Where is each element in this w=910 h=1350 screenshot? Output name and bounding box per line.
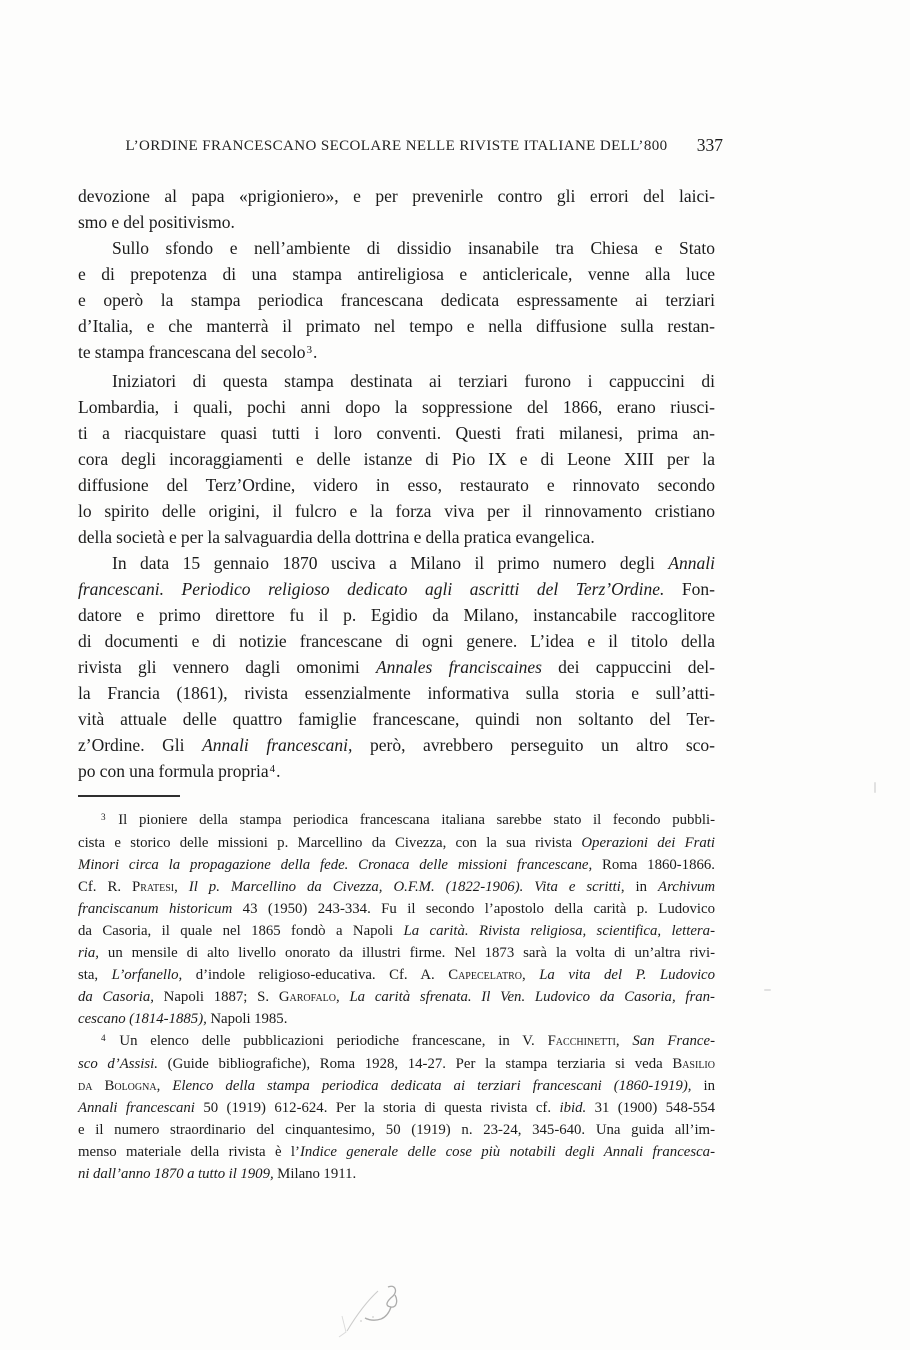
text-segment: Napoli 1887; S.	[153, 989, 279, 1005]
text-segment: e operò la stampa periodica francescana dedicata espressamente ai terziari	[78, 290, 715, 310]
text-segment: Operazioni dei Frati	[581, 835, 715, 851]
text-segment: , in	[620, 879, 659, 895]
text-segment: diffusione del Terz’Ordine, videro in esso, restaurato e rinnovato secondo	[78, 475, 715, 495]
text-segment: da Bologna	[78, 1078, 157, 1094]
header-title: L’ORDINE FRANCESCANO SECOLARE NELLE RIVISTE ITALIANE DELL’800	[125, 138, 668, 154]
text-segment: da Casoria, il quale nel 1865 fondò a Napoli	[78, 923, 404, 939]
text-segment: ,	[156, 1078, 173, 1094]
scan-speck	[764, 989, 771, 991]
running-header	[78, 135, 723, 155]
text-segment: devozione al papa «prigioniero», e per prevenirle contro gli errori del laici-	[78, 186, 715, 206]
text-segment: rivista gli vennero dagli omonimi	[78, 657, 376, 677]
text-segment: Indice generale delle cose più notabili degli Annali francesca-	[299, 1144, 715, 1160]
text-segment: di documenti e di notizie francescane di ogni genere. L’idea e il titolo della	[78, 631, 715, 651]
text-line	[78, 368, 715, 394]
text-line	[78, 261, 715, 287]
text-line	[78, 446, 715, 472]
text-line	[78, 209, 715, 235]
paragraph	[78, 368, 715, 550]
text-line	[78, 706, 715, 732]
text-segment: Il p. Marcellino da Civezza, O.F.M. (1822-1906). Vita e scritti	[188, 879, 621, 895]
text-segment: franciscanum historicum	[78, 901, 233, 917]
text-segment: la Francia (1861), rivista essenzialmente informativa sulla storia e sull’atti-	[78, 683, 715, 703]
text-segment: .	[312, 342, 318, 362]
text-segment: dei cappuccini del-	[541, 657, 715, 677]
text-segment: da Casoria,	[78, 989, 154, 1005]
text-segment: ria,	[78, 945, 99, 961]
text-line	[78, 1075, 715, 1097]
footnote-marker: 3	[101, 811, 106, 822]
text-line	[78, 602, 715, 628]
text-segment: La carità. Rivista religiosa, scientifica, lettera-	[403, 923, 715, 939]
text-segment: Capecelatro	[448, 967, 522, 983]
text-line	[78, 1030, 715, 1053]
text-line	[78, 576, 715, 602]
text-line	[78, 1097, 715, 1119]
text-segment: 31 (1900) 548-554	[586, 1100, 715, 1116]
body-text	[78, 183, 715, 787]
text-segment: La carità sfrenata. Il Ven. Ludovico da Casoria, fran-	[349, 989, 715, 1005]
text-segment: La vita del P. Ludovico	[539, 967, 716, 983]
text-segment: della società e per la salvaguardia della dottrina e della pratica evangelica.	[78, 527, 595, 547]
text-segment: d’Italia, e che manterrà il primato nel tempo e nella diffusione sulla restan-	[78, 316, 715, 336]
text-segment: .	[276, 761, 281, 781]
text-segment: e il numero straordinario del cinquantesimo, 50 (1919) n. 23-24, 345-640. Una guida all’im-	[78, 1122, 715, 1138]
text-segment: Roma 1860-1866.	[592, 857, 715, 873]
text-segment: ,	[174, 879, 189, 895]
text-line	[78, 832, 715, 854]
text-line	[78, 550, 715, 576]
text-segment: Minori circa la propagazione della fede. Cronaca delle missioni francescane,	[78, 857, 593, 873]
text-segment: lo spirito delle origini, il fulcro e la forza viva per il rinnovamento cristiano	[78, 501, 715, 521]
text-segment: Elenco della stampa periodica dedicata ai terziari francescani (1860-1919),	[172, 1078, 692, 1094]
text-segment: Facchinetti	[547, 1033, 616, 1049]
text-segment: francescani. Periodico religioso dedicato agli ascritti del Terz’Ordine.	[78, 579, 665, 599]
text-segment: vità attuale delle quattro famiglie francescane, quindi non soltanto del Ter-	[78, 709, 715, 729]
text-segment: menso materiale della rivista è l’	[78, 1144, 300, 1160]
text-segment: Annales franciscaines	[375, 657, 542, 677]
text-segment: sco d’Assisi.	[78, 1056, 158, 1072]
text-segment: po con una formula propria	[78, 761, 269, 781]
text-segment: Napoli 1985.	[206, 1011, 288, 1027]
text-segment: z’Ordine. Gli	[78, 735, 203, 755]
text-segment: ni dall’anno 1870 a tutto il 1909,	[78, 1166, 274, 1182]
text-line	[78, 986, 715, 1008]
text-segment: 50 (1919) 612-624. Per la storia di questa rivista cf.	[194, 1100, 560, 1116]
text-segment: però, avrebbero perseguito un altro sco-	[352, 735, 715, 755]
text-line	[78, 942, 715, 964]
text-segment: (Guide bibliografiche), Roma 1928, 14-27. Per la stampa terziaria si veda	[157, 1056, 673, 1072]
text-segment: in	[691, 1078, 715, 1094]
text-segment: 43 (1950) 243-334. Fu il secondo l’apostolo della carità p. Ludovico	[232, 901, 715, 917]
text-segment: e di prepotenza di una stampa antireligiosa e anticlericale, venne alla luce	[78, 264, 715, 284]
text-segment: San France-	[632, 1033, 715, 1049]
text-line	[78, 876, 715, 898]
text-segment: cora degli incoraggiamenti e delle istanze di Pio IX e di Leone XIII per la	[78, 449, 715, 469]
paragraph	[78, 1030, 715, 1185]
text-line	[78, 394, 715, 420]
text-line	[78, 1119, 715, 1141]
text-segment: Fon-	[664, 579, 715, 599]
text-segment: ibid.	[559, 1100, 587, 1116]
text-segment: Basilio	[672, 1056, 715, 1072]
text-line	[78, 287, 715, 313]
text-segment: Il pioniere della stampa periodica francescana italiana sarebbe stato il fecondo pubbli-	[106, 812, 715, 828]
text-segment: Lombardia, i quali, pochi anni dopo la soppressione del 1866, erano riusci-	[78, 397, 715, 417]
text-segment: Annali francescani	[78, 1100, 195, 1116]
text-segment: Pratesi	[132, 879, 175, 895]
text-line	[78, 420, 715, 446]
footnote-marker: 3	[306, 344, 312, 357]
text-segment: Archivum	[658, 879, 716, 895]
scan-speck	[874, 782, 876, 793]
text-line	[78, 313, 715, 339]
text-line	[78, 654, 715, 680]
paragraph	[78, 809, 715, 1030]
text-segment: Cf. R.	[78, 879, 132, 895]
text-segment: sta,	[78, 967, 112, 983]
text-line	[78, 732, 715, 758]
text-line	[78, 235, 715, 261]
text-line	[78, 472, 715, 498]
text-segment: ti a riacquistare quasi tutti i loro conventi. Questi frati milanesi, prima an-	[78, 423, 715, 443]
footnote-separator	[78, 795, 180, 797]
text-segment: datore e primo direttore fu il p. Egidio da Milano, instancabile raccoglitore	[78, 605, 715, 625]
text-line	[78, 1163, 715, 1185]
text-line	[78, 680, 715, 706]
text-segment: Annali	[668, 553, 715, 573]
text-line	[78, 1053, 715, 1075]
text-line	[78, 339, 715, 368]
text-line	[78, 498, 715, 524]
text-line	[78, 1141, 715, 1163]
text-segment: Sullo sfondo e nell’ambiente di dissidio insanabile tra Chiesa e Stato	[112, 238, 715, 258]
paragraph	[78, 235, 715, 368]
text-segment: d’indole religioso-educativa. Cf. A.	[182, 967, 449, 983]
text-segment: Milano 1911.	[273, 1166, 357, 1182]
text-line	[78, 628, 715, 654]
text-segment: Garofalo	[278, 989, 336, 1005]
footnotes	[78, 809, 715, 1185]
paragraph	[78, 550, 715, 787]
text-segment: ,	[521, 967, 540, 983]
page-number: 337	[696, 135, 723, 155]
text-segment: cista e storico delle missioni p. Marcellino da Civezza, con la sua rivista	[78, 835, 582, 851]
text-line	[78, 854, 715, 876]
footnote-marker: 4	[269, 763, 276, 776]
text-segment: ,	[336, 989, 350, 1005]
pencil-mark	[325, 1272, 415, 1342]
text-line	[78, 183, 715, 209]
text-segment: Iniziatori di questa stampa destinata ai terziari furono i cappuccini di	[112, 371, 715, 391]
text-line	[78, 524, 715, 550]
text-segment: te stampa francescana del secolo	[78, 342, 306, 362]
text-line	[78, 809, 715, 832]
text-line	[78, 920, 715, 942]
text-line	[78, 964, 715, 986]
footnote-marker: 4	[101, 1032, 106, 1043]
text-line	[78, 758, 715, 787]
text-line	[78, 1008, 715, 1030]
text-segment: un mensile di alto livello onorato da illustri firme. Nel 1873 sarà la volta di un’altra rivi-	[98, 945, 715, 961]
text-line	[78, 898, 715, 920]
text-segment: cescano (1814-1885),	[78, 1011, 207, 1027]
text-segment: smo e del positivismo.	[78, 212, 235, 232]
text-segment: ,	[615, 1033, 633, 1049]
text-segment: Annali francescani,	[202, 735, 353, 755]
text-segment: In data 15 gennaio 1870 usciva a Milano il primo numero degli	[112, 553, 669, 573]
text-segment: Un elenco delle pubblicazioni periodiche francescane, in V.	[106, 1033, 548, 1049]
paragraph	[78, 183, 715, 235]
text-segment: L’orfanello,	[111, 967, 183, 983]
